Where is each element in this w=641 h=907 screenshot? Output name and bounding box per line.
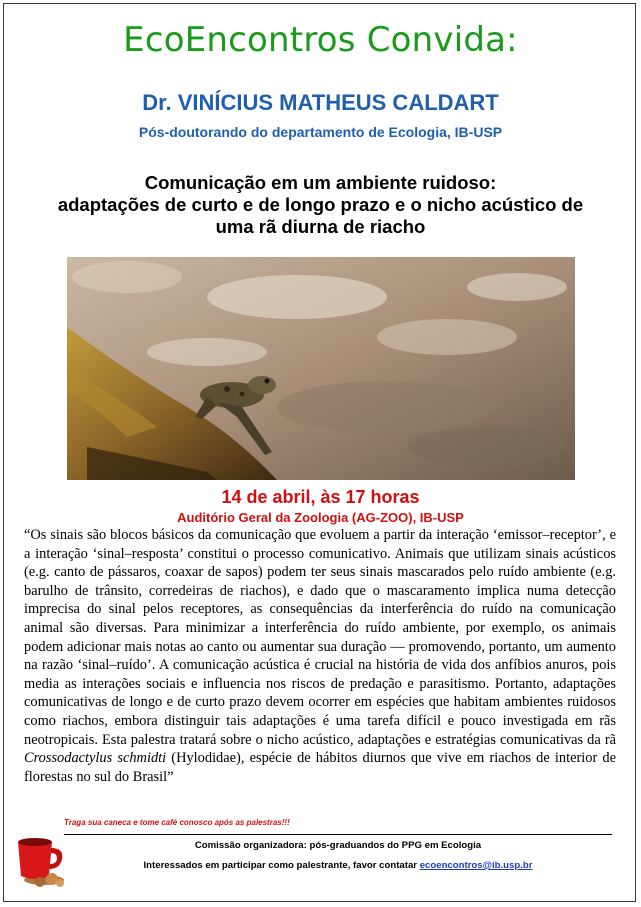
speaker-affiliation: Pós-doutorando do departamento de Ecologia, IB-USP: [138, 124, 503, 140]
event-date: 14 de abril, às 17 horas: [221, 487, 420, 507]
frog-photo: [67, 257, 575, 480]
coffee-mug-icon: [12, 826, 72, 888]
event-series-title: EcoEncontros Convida:: [123, 20, 518, 60]
talk-abstract: [24, 526, 616, 786]
mug-illustration: [12, 826, 72, 888]
abstract-text-end: (Hylodidae), espécie de hábitos diurnos que vive em riachos de interior de florestas no sul do Brasil”: [24, 750, 616, 785]
contact-line: [64, 860, 612, 871]
event-venue: Auditório Geral da Zoologia (AG-ZOO), IB-USP: [177, 510, 464, 525]
frog-photo-illustration: [67, 257, 575, 480]
abstract-text: “Os sinais são blocos básicos da comunicação que evoluem a partir da interação ‘emissor–receptor’, e a interação ‘sinal–resposta’ constitui o processo comunicativo. Animais que utilizam sinais acústicos (e.g. canto de pássaros, coaxar de sapos) podem ter seus sinais mascarados pelo ruído ambiente (e.g. barulho de trânsito, corredeiras de riachos), e dado que o mascaramento implica numa detecção imprecisa do sinal pelos receptores, as consequências da interferência do ruído na comunicação animal são diversas. Para minimizar a interferência do ruído ambiente, por exemplo, os animais podem adicionar mais notas ao canto ou aumentar sua duração — promovendo, portanto, um aumento na razão ‘sinal–ruído’. A comunicação acústica é crucial na história de vida dos anfíbios anuros, pois media as interações sociais e influencia nos riscos de predação e parasitismo. Portanto, adaptações comunicativas de longo e de curto prazo devem ocorrer em espécies que habitam ambientes ruidosos como riachos, embora distinguir tais adaptações é uma tarefa difícil e pouco investigada em rãs neotropicais. Esta palestra tratará sobre o nicho acústico, adaptações e estratégias comunicativas da rã: [24, 527, 616, 748]
talk-title-line: uma rã diurna de riacho: [215, 216, 426, 237]
speaker-name: Dr. VINÍCIUS MATHEUS CALDART: [142, 90, 499, 115]
organizing-committee: Comissão organizadora: pós-graduandos do PPG em Ecologia: [194, 840, 482, 851]
footer-divider: [64, 834, 612, 835]
talk-title: [20, 172, 621, 238]
talk-title-line: Comunicação em um ambiente ruidoso:: [144, 172, 497, 193]
talk-title-line: adaptações de curto e de longo prazo e o nicho acústico de: [57, 194, 584, 215]
species-name: Crossodactylus schmidti: [24, 750, 167, 767]
coffee-note: Traga sua caneca e tome café conosco após as palestras!!!: [64, 818, 290, 827]
contact-text: Interessados em participar como palestrante, favor contatar: [143, 860, 420, 871]
contact-email-link[interactable]: ecoencontros@ib.usp.br: [419, 860, 533, 871]
